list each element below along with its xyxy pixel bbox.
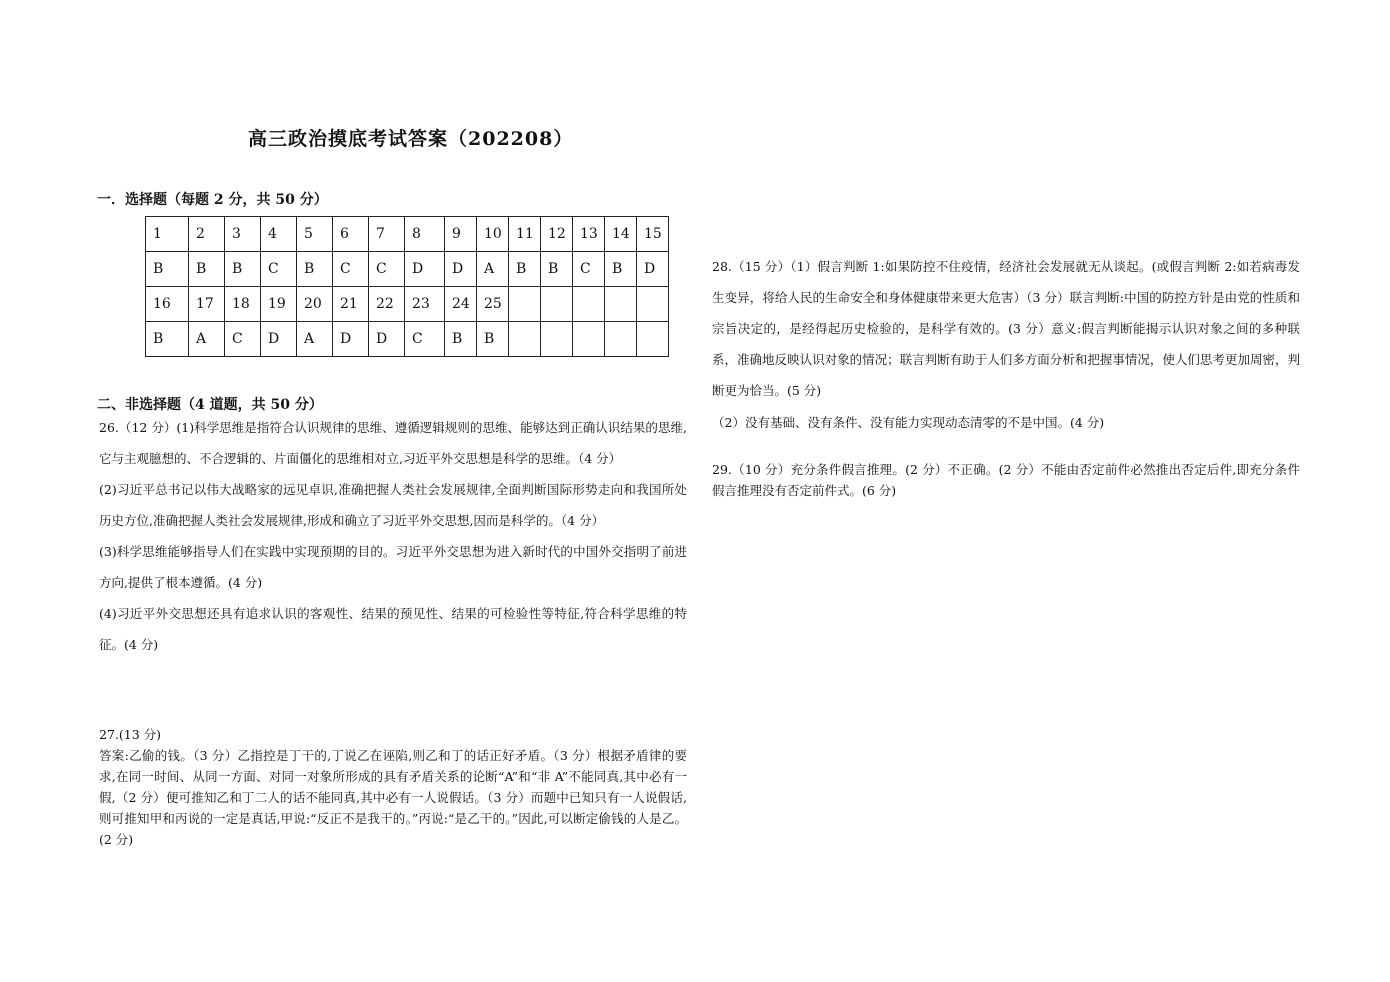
- answer-cell: 10: [477, 217, 509, 252]
- answer-cell: C: [369, 252, 405, 287]
- answer-cell: C: [333, 252, 369, 287]
- answer-cell: B: [146, 322, 189, 357]
- q26-part2: (2)习近平总书记以伟大战略家的远见卓识,准确把握人类社会发展规律,全面判断国际形势走向和我国所处历史方位,准确把握人类社会发展规律,形成和确立了习近平外交思想,因而是科学的。（4 分）: [99, 482, 687, 528]
- answer-cell: C: [405, 322, 445, 357]
- answer-cell: [637, 322, 669, 357]
- question-28-part2: （2）没有基础、没有条件、没有能力实现动态清零的不是中国。(4 分): [712, 415, 1105, 430]
- answer-cell: A: [297, 322, 333, 357]
- answer-cell: B: [297, 252, 333, 287]
- answer-cell: 3: [225, 217, 261, 252]
- q26-part3: (3)科学思维能够指导人们在实践中实现预期的目的。习近平外交思想为进入新时代的中国外交指明了前进方向,提供了根本遵循。(4 分): [99, 544, 687, 590]
- answer-table-row: [146, 252, 669, 287]
- answer-cell: [541, 287, 573, 322]
- q26-part4: (4)习近平外交思想还具有追求认识的客观性、结果的预见性、结果的可检验性等特征,符合科学思维的特征。(4 分): [99, 606, 687, 652]
- answer-cell: D: [445, 252, 477, 287]
- answer-cell: 8: [405, 217, 445, 252]
- q27-answer: 答案:乙偷的钱。（3 分）乙指控是丁干的,丁说乙在诬陷,则乙和丁的话正好矛盾。（3 分）根据矛盾律的要求,在同一时间、从同一方面、对同一对象所形成的具有矛盾关系的论断“A”和“非 A”不能同真,其中必有一假,（2 分）便可推知乙和丁二人的话不能同真,其中必有一人说假话。（3 分）而题中已知只有一人说假话,则可推知甲和丙说的一定是真话,甲说:“反正不是我干的。”丙说:“是乙干的。”因此,可以断定偷钱的人是乙。(2 分): [99, 748, 687, 847]
- page-title: 高三政治摸底考试答案（202208）: [248, 128, 574, 150]
- answer-cell: [509, 322, 541, 357]
- answer-cell: C: [225, 322, 261, 357]
- answer-cell: 18: [225, 287, 261, 322]
- answer-cell: D: [637, 252, 669, 287]
- answer-cell: [573, 287, 605, 322]
- answer-cell: 20: [297, 287, 333, 322]
- answer-cell: A: [477, 252, 509, 287]
- answer-cell: 9: [445, 217, 477, 252]
- answer-cell: D: [333, 322, 369, 357]
- answer-cell: 14: [605, 217, 637, 252]
- answer-cell: B: [509, 252, 541, 287]
- answer-cell: 13: [573, 217, 605, 252]
- answer-cell: B: [225, 252, 261, 287]
- answer-cell: 5: [297, 217, 333, 252]
- answer-cell: [605, 322, 637, 357]
- answer-cell: 17: [189, 287, 225, 322]
- answer-cell: 1: [146, 217, 189, 252]
- answer-cell: 22: [369, 287, 405, 322]
- q26-part1: 26.（12 分）(1)科学思维是指符合认识规律的思维、遵循逻辑规则的思维、能够达到正确认识结果的思维,它与主观臆想的、不合逻辑的、片面僵化的思维相对立,习近平外交思想是科学的思维。（4 分）: [99, 420, 687, 466]
- answer-cell: [637, 287, 669, 322]
- answer-cell: B: [541, 252, 573, 287]
- answer-cell: D: [261, 322, 297, 357]
- answer-cell: 21: [333, 287, 369, 322]
- answer-table-row: [146, 322, 669, 357]
- answer-table-row: [146, 217, 669, 252]
- answer-cell: 24: [445, 287, 477, 322]
- answer-cell: 2: [189, 217, 225, 252]
- answer-table-row: [146, 287, 669, 322]
- answer-cell: B: [146, 252, 189, 287]
- answer-cell: B: [477, 322, 509, 357]
- answer-cell: B: [445, 322, 477, 357]
- question-28-part1: 28.（15 分）（1）假言判断 1:如果防控不住疫情，经济社会发展就无从谈起。(或假言判断 2:如若病毒发生变异，将给人民的生命安全和身体健康带来更大危害）（3 分）联言判断:中国的防控方针是由党的性质和宗旨决定的，是经得起历史检验的，是科学有效的。(3 分）意义:假言判断能揭示认识对象之间的多种联系，准确地反映认识对象的情况；联言判断有助于人们多方面分析和把握事情况，使人们思考更加周密，判断更为恰当。(5 分): [712, 259, 1300, 398]
- answer-cell: D: [405, 252, 445, 287]
- answer-cell: D: [369, 322, 405, 357]
- q27-heading: 27.(13 分): [99, 727, 162, 742]
- answer-cell: 19: [261, 287, 297, 322]
- answer-cell: 6: [333, 217, 369, 252]
- answer-cell: 12: [541, 217, 573, 252]
- answer-cell: A: [189, 322, 225, 357]
- answer-cell: B: [605, 252, 637, 287]
- answer-cell: 4: [261, 217, 297, 252]
- answer-cell: 23: [405, 287, 445, 322]
- answer-cell: C: [573, 252, 605, 287]
- question-26: [99, 412, 687, 660]
- section-heading-choice: 一．选择题（每题 2 分，共 50 分）: [97, 192, 328, 208]
- question-29: 29.（10 分）充分条件假言推理。(2 分）不正确。(2 分）不能由否定前件必然推出否定后件,即充分条件假言推理没有否定前件式。(6 分): [712, 462, 1300, 498]
- answer-cell: [573, 322, 605, 357]
- answer-cell: [541, 322, 573, 357]
- section-heading-nonchoice: 二、非选择题（4 道题，共 50 分）: [97, 397, 323, 413]
- answer-cell: [605, 287, 637, 322]
- answer-cell: C: [261, 252, 297, 287]
- answer-cell: 15: [637, 217, 669, 252]
- question-27: [99, 724, 687, 850]
- answer-cell: B: [189, 252, 225, 287]
- answer-cell: 7: [369, 217, 405, 252]
- answer-cell: 11: [509, 217, 541, 252]
- answer-table: [145, 216, 669, 357]
- answer-cell: 25: [477, 287, 509, 322]
- answer-cell: [509, 287, 541, 322]
- answer-cell: 16: [146, 287, 189, 322]
